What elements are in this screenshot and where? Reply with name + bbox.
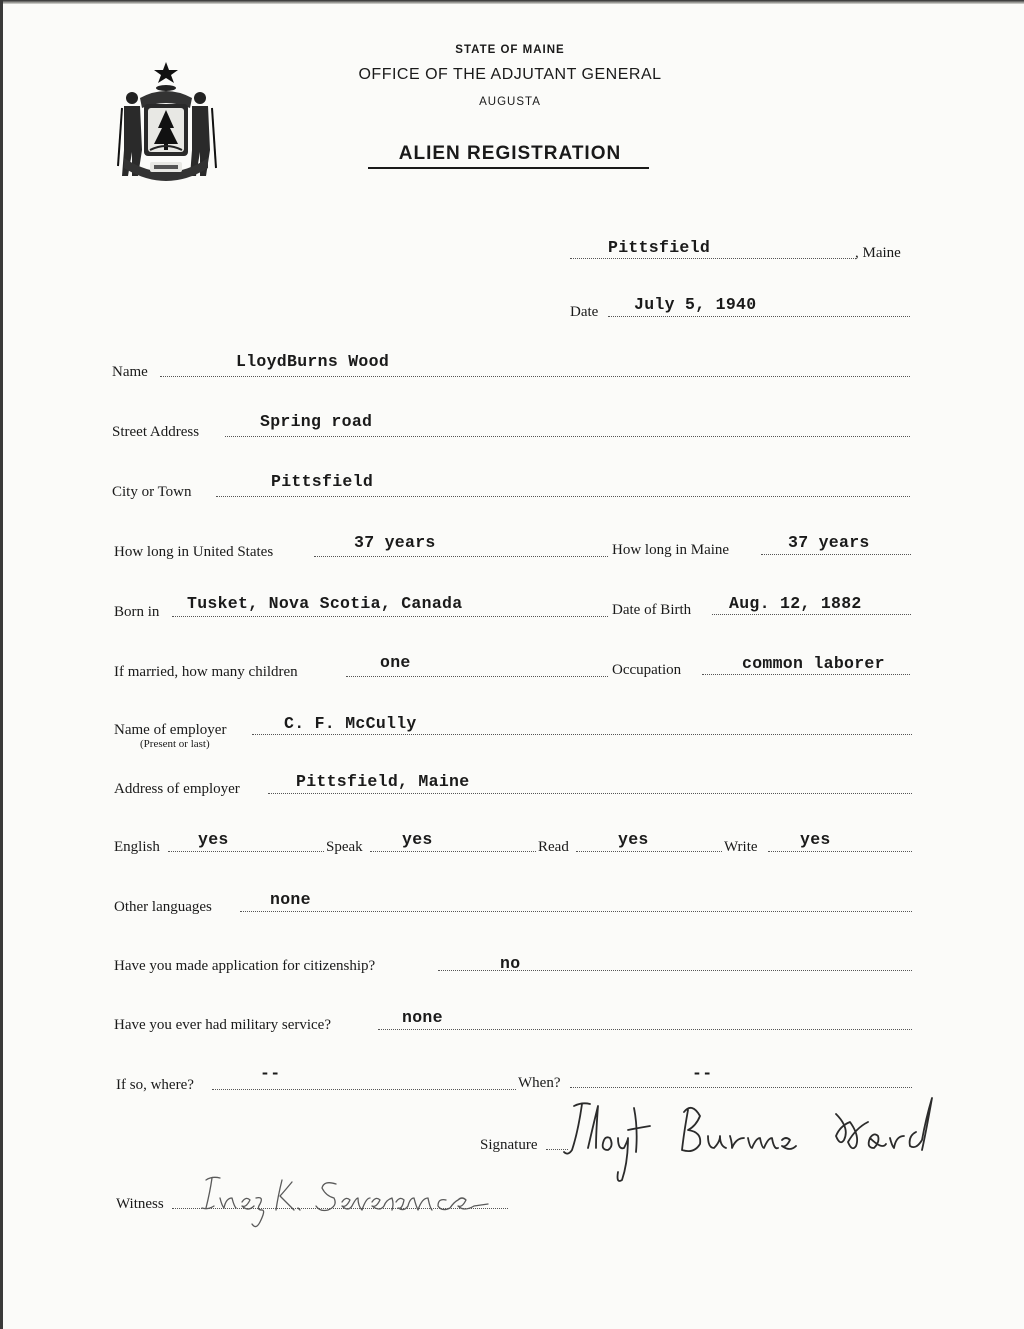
english-value: yes: [198, 830, 229, 849]
place-suffix: , Maine: [855, 245, 901, 261]
employer-name-sublabel: (Present or last): [140, 738, 210, 750]
signature-label: Signature: [480, 1137, 538, 1153]
read-value: yes: [618, 830, 649, 849]
signature-handwriting: [560, 1092, 940, 1188]
occupation-value: common laborer: [742, 654, 885, 673]
date-label: Date: [570, 304, 599, 320]
place-line: [570, 258, 856, 259]
employer-name-line: [252, 734, 912, 735]
other-languages-line: [240, 911, 912, 912]
read-line: [576, 851, 722, 852]
witness-label: Witness: [116, 1196, 164, 1212]
header-city: AUGUSTA: [479, 96, 541, 108]
name-value: LloydBurns Wood: [236, 352, 390, 371]
date-of-birth-value: Aug. 12, 1882: [729, 594, 862, 613]
employer-address-line: [268, 793, 912, 794]
speak-line: [370, 851, 536, 852]
write-value: yes: [800, 830, 831, 849]
employer-address-label: Address of employer: [114, 781, 240, 797]
military-value: none: [402, 1008, 443, 1027]
how-long-us-value: 37 years: [354, 533, 436, 552]
speak-label: Speak: [326, 839, 363, 855]
city-line: [216, 496, 910, 497]
children-value: one: [380, 653, 411, 672]
header-office: OFFICE OF THE ADJUTANT GENERAL: [358, 66, 662, 83]
occupation-label: Occupation: [612, 662, 682, 678]
where-line: [212, 1089, 516, 1090]
when-line: [570, 1087, 912, 1088]
read-label: Read: [538, 839, 569, 855]
scan-edge-left: [0, 0, 3, 1329]
date-value: July 5, 1940: [634, 295, 757, 314]
when-label: When?: [518, 1075, 561, 1091]
how-long-maine-label: How long in Maine: [612, 542, 730, 558]
citizenship-value: no: [500, 954, 521, 973]
children-label: If married, how many children: [114, 664, 298, 680]
place-value: Pittsfield: [608, 238, 711, 257]
employer-name-label: Name of employer: [114, 722, 227, 738]
speak-value: yes: [402, 830, 433, 849]
date-of-birth-label: Date of Birth: [612, 602, 692, 618]
city-value: Pittsfield: [271, 472, 374, 491]
title-underline: [368, 167, 649, 169]
name-label: Name: [112, 364, 148, 380]
how-long-us-line: [314, 556, 608, 557]
write-line: [768, 851, 912, 852]
born-in-line: [172, 616, 608, 617]
form-title: ALIEN REGISTRATION: [398, 143, 622, 164]
born-in-value: Tusket, Nova Scotia, Canada: [187, 594, 463, 613]
children-line: [346, 676, 608, 677]
street-address-label: Street Address: [112, 424, 200, 440]
other-languages-value: none: [270, 890, 311, 909]
how-long-maine-line: [761, 554, 911, 555]
state-of-maine-seal-icon: [110, 58, 222, 186]
employer-name-value: C. F. McCully: [284, 714, 417, 733]
when-value: --: [692, 1064, 713, 1083]
city-label: City or Town: [112, 484, 192, 500]
how-long-us-label: How long in United States: [114, 544, 274, 560]
scan-edge-top: [0, 0, 1024, 4]
witness-handwriting: [196, 1166, 506, 1236]
military-line: [378, 1029, 912, 1030]
name-line: [160, 376, 910, 377]
occupation-line: [702, 674, 910, 675]
english-line: [168, 851, 324, 852]
military-label: Have you ever had military service?: [114, 1017, 331, 1033]
date-line: [608, 316, 910, 317]
employer-address-value: Pittsfield, Maine: [296, 772, 470, 791]
street-address-line: [225, 436, 910, 437]
header-state: STATE OF MAINE: [455, 44, 565, 56]
street-address-value: Spring road: [260, 412, 373, 431]
citizenship-label: Have you made application for citizenship?: [114, 958, 376, 974]
where-label: If so, where?: [116, 1077, 194, 1093]
how-long-maine-value: 37 years: [788, 533, 870, 552]
other-languages-label: Other languages: [114, 899, 212, 915]
born-in-label: Born in: [114, 604, 160, 620]
english-label: English: [114, 839, 160, 855]
where-value: --: [260, 1064, 281, 1083]
write-label: Write: [724, 839, 758, 855]
date-of-birth-line: [712, 614, 911, 615]
